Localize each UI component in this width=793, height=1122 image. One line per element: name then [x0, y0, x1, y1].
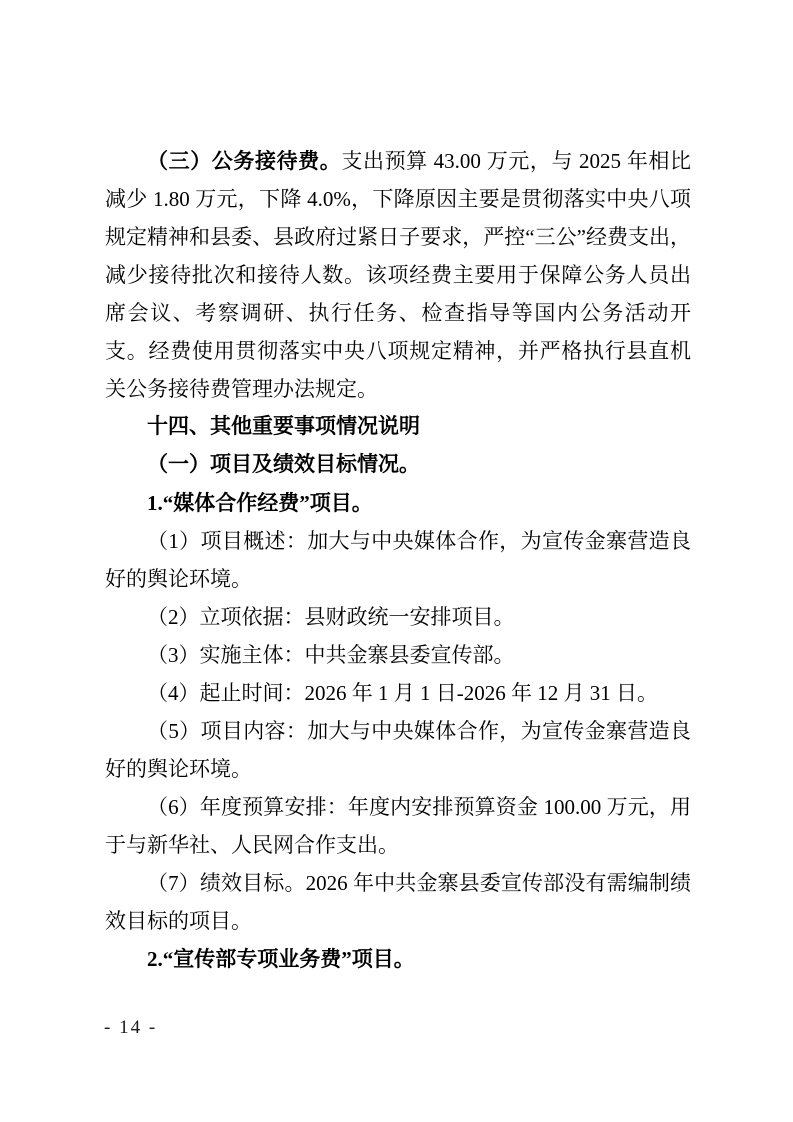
paragraph-body — [105, 636, 691, 674]
paragraph-text: （7）绩效目标。2026 年中共金寨县委宣传部没有需编制绩效目标的项目。 — [105, 871, 691, 933]
paragraph-text: 2.“宣传部专项业务费”项目。 — [147, 947, 415, 971]
paragraph-text: （一）项目及绩效目标情况。 — [147, 453, 420, 476]
paragraph-text: 支出预算 43.00 万元，与 2025 年相比减少 1.80 万元，下降 4.0%，下降原因主要是贯彻落实中央八项规定精神和县委、县政府过紧日子要求，严控“三公”经费支出，减少接待批次和接待人数。该项经费主要用于保障公务人员出席会议、考察调研、执行任务、检查指导等国内公务活动开支。经费使用贯彻落实中央八项规定精神，并严格执行县直机关公务接待费管理办法规定。 — [105, 149, 692, 401]
paragraph-body — [105, 712, 691, 788]
paragraph-body — [105, 142, 691, 408]
page-number: - 14 - — [104, 1017, 158, 1038]
paragraph-body — [105, 788, 691, 864]
paragraph-item-heading — [105, 484, 691, 522]
paragraph-lead: （三）公务接待费。 — [147, 149, 342, 173]
paragraph-sub-heading — [105, 446, 691, 484]
document-body — [105, 142, 691, 978]
paragraph-text: （3）实施主体：中共金寨县委宣传部。 — [147, 643, 515, 667]
paragraph-body — [105, 864, 691, 940]
paragraph-body — [105, 522, 691, 598]
paragraph-text: （1）项目概述：加大与中央媒体合作，为宣传金寨营造良好的舆论环境。 — [105, 529, 691, 591]
paragraph-text: （5）项目内容：加大与中央媒体合作，为宣传金寨营造良好的舆论环境。 — [105, 719, 691, 781]
paragraph-section-heading — [105, 408, 691, 446]
paragraph-text: （2）立项依据：县财政统一安排项目。 — [147, 605, 515, 629]
paragraph-text: （4）起止时间：2026 年 1 月 1 日-2026 年 12 月 31 日。 — [147, 681, 658, 705]
paragraph-text: （6）年度预算安排：年度内安排预算资金 100.00 万元，用于与新华社、人民网合作支出。 — [105, 795, 691, 857]
paragraph-text: 十四、其他重要事项情况说明 — [147, 415, 420, 438]
paragraph-item-heading — [105, 940, 691, 978]
paragraph-body — [105, 598, 691, 636]
paragraph-body — [105, 674, 691, 712]
paragraph-text: 1.“媒体合作经费”项目。 — [147, 491, 373, 515]
